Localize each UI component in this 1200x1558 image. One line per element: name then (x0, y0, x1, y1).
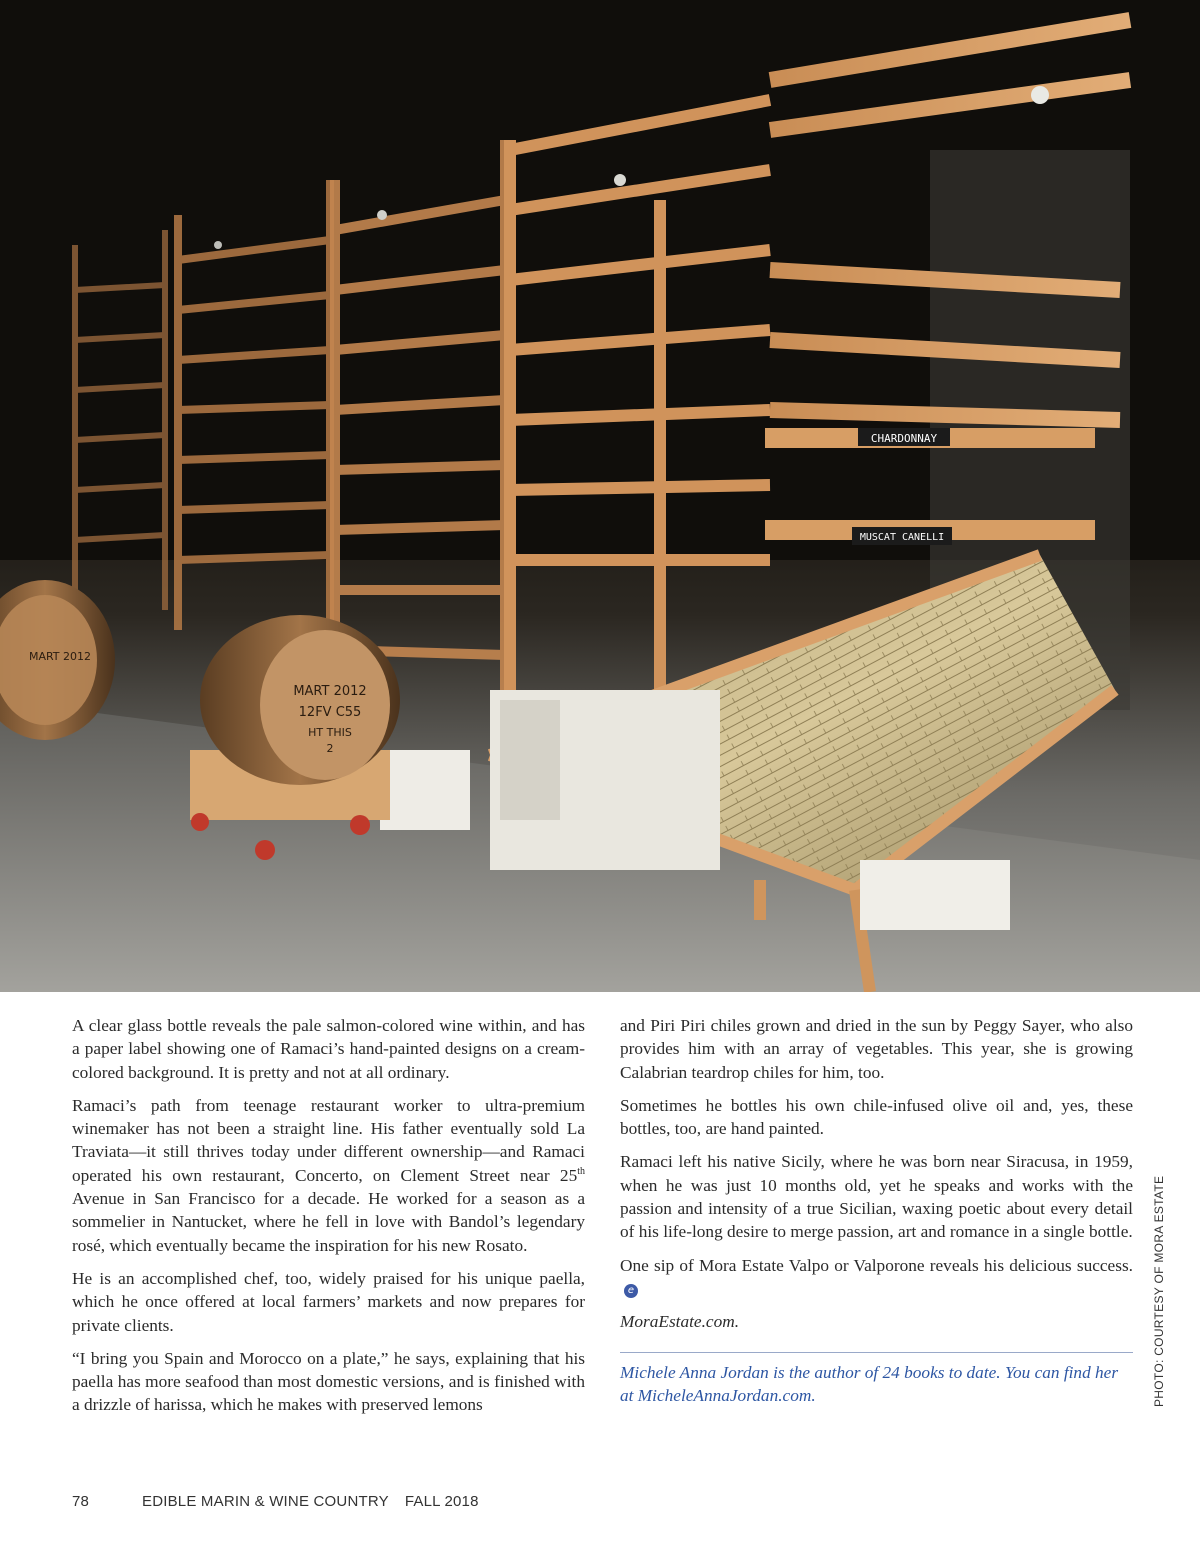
page-number: 78 (72, 1493, 90, 1510)
paragraph (620, 1254, 1133, 1301)
light-bulb-icon (377, 210, 387, 220)
publication-name: EDIBLE MARIN & WINE COUNTRY (142, 1493, 389, 1510)
paragraph-text: Ramaci’s path from teenage restaurant worker to ultra-premium winemaker has not been a straight line. His father eventually sold La Traviata—it still thrives today under different ownership—and Ramaci operated his own restaurant, Concerto, on Clement Street near 25 (72, 1095, 585, 1185)
right-barrel-line4: 2 (326, 742, 334, 755)
right-barrel-line2: 12FV C55 (298, 705, 362, 720)
byline-divider (620, 1352, 1133, 1353)
paragraph: A clear glass bottle reveals the pale salmon-colored wine within, and has a paper label showing one of Ramaci’s hand-painted designs on a cream-colored background. It is pretty and not at all ordinary. (72, 1016, 585, 1082)
right-barrel-line3: HT THIS (308, 726, 352, 739)
article-column-right (620, 1014, 1133, 1417)
article-column-left (72, 1014, 585, 1427)
photo-credit-text: PHOTO: COURTESY OF MORA ESTATE (1152, 1175, 1166, 1407)
page-footer (72, 1493, 479, 1510)
muscat-canelli-label: MUSCAT CANELLI (859, 532, 945, 543)
paragraph-text: One sip of Mora Estate Valpo or Valporone reveals his delicious success. (620, 1255, 1133, 1275)
light-bulb-icon (214, 241, 222, 249)
author-byline: Michele Anna Jordan is the author of 24 books to date. You can find her at MicheleAnnaJordan.com. (620, 1362, 1119, 1405)
issue-label: FALL 2018 (404, 1493, 479, 1510)
right-barrel-line1: MART 2012 (293, 684, 367, 699)
left-barrel-marking: MART 2012 (28, 650, 92, 663)
paragraph: He is an accomplished chef, too, widely praised for his unique paella, which he once offered at local farmers’ markets and now prepares for private clients. (72, 1268, 585, 1335)
paragraph-text: Avenue in San Francisco for a decade. He worked for a season as a sommelier in Nantucket, where he fell in love with Bandol’s legendary rosé, which eventually became the inspiration for his new Rosato. (72, 1189, 585, 1255)
paragraph: “I bring you Spain and Morocco on a plate,” he says, explaining that his paella has more seafood than most domestic versions, and is finished with a drizzle of harissa, which he makes with preserved lemons (72, 1348, 585, 1415)
paragraph: Ramaci left his native Sicily, where he was born near Siracusa, in 1959, when he was just 10 months old, yet he speaks and works with the passion and intensity of a true Sicilian, waxing poetic about every detail of his life-long desire to merge passion, art and romance in a single bottle. (620, 1152, 1133, 1242)
light-bulb-icon (1031, 86, 1049, 104)
superscript: th (577, 1166, 585, 1178)
end-mark-icon: e (624, 1284, 638, 1298)
paragraph: and Piri Piri chiles grown and dried in the sun by Peggy Sayer, who also provides him with an array of vegetables. This year, she is growing Calabrian teardrop chiles for him, too. (620, 1016, 1133, 1082)
paragraph (72, 1094, 585, 1257)
website-link[interactable]: MoraEstate.com. (620, 1312, 740, 1332)
chardonnay-label: CHARDONNAY (870, 432, 938, 445)
light-bulb-icon (614, 174, 626, 186)
paragraph: Sometimes he bottles his own chile-infused olive oil and, yes, these bottles, too, are hand painted. (620, 1095, 1133, 1139)
